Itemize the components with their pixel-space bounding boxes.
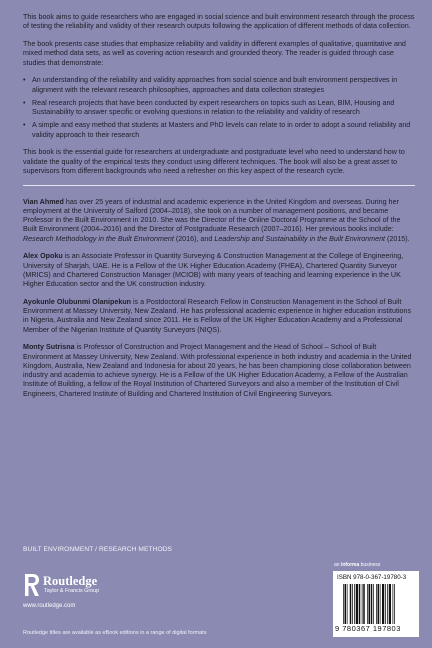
- publisher-subtitle: Taylor & Francis Group: [44, 588, 100, 594]
- barcode-bar: [380, 584, 381, 624]
- book-title: Leadership and Sustainability in the Built Environment: [214, 234, 386, 243]
- barcode-bar: [343, 584, 344, 624]
- barcode-bar: [363, 584, 365, 624]
- barcode-bars: [343, 584, 415, 624]
- barcode-digits: 9 780367 197803: [335, 624, 401, 633]
- blurb-bullet-list: [23, 76, 415, 140]
- barcode-bar: [382, 584, 384, 624]
- barcode-bar: [387, 584, 388, 624]
- barcode-bar: [367, 584, 368, 624]
- isbn-label: ISBN 978-0-367-19780-3: [337, 574, 407, 581]
- barcode-bar: [362, 584, 363, 624]
- barcode-bar: [345, 584, 347, 624]
- barcode-bar: [376, 584, 377, 624]
- isbn-barcode: [333, 571, 419, 637]
- bio-text: (2015).: [385, 234, 410, 243]
- bio-text: is an Associate Professor in Quantity Surveying & Construction Management at the College of Engineering, University of Sharjah, UAE. He is a Fellow of the UK Higher Education Academy (FHEA), Chartered Quantity Surveyor (MRICS) and Chartered Construction Manager (MCIOB) with many years of teaching and learning experience in the UK Higher Education sector and the UK construction industry.: [23, 252, 404, 288]
- barcode-bar: [352, 584, 353, 624]
- barcode-bar: [373, 584, 374, 624]
- author-name: Monty Sutrisna: [23, 343, 75, 352]
- barcode-bar: [354, 584, 355, 624]
- barcode-bar: [347, 584, 348, 624]
- subject-category: BUILT ENVIRONMENT / RESEARCH METHODS: [23, 546, 173, 553]
- bio-text: is a Postdoctoral Research Fellow in Construction Management in the School of Built Environment at Massey University, New Zealand. He has professional academic experience in higher education institutions in Nigeria, Australia and New Zealand since 2011. He is Fellow of the UK Higher Education Academy and a Professional Member of the Nigerian Institute of Quantity Surveyors (NIQS).: [23, 297, 412, 334]
- bio-text: has over 25 years of industrial and academic experience in the United Kingdom and overseas. During her employment at the University of Salford (2004–2018), she took on a number of management positions, and became Professor in the Built Environment in 2010. She was the Director of the Online Doctoral Programme at the School of the Built Environment (2004–2016) and the Director of Postgraduate Research (2007–2016). Her previous books include:: [23, 197, 401, 234]
- author-name: Vian Ahmed: [23, 197, 64, 206]
- barcode-bar: [359, 584, 361, 624]
- blurb-paragraph-3: This book is the essential guide for researchers at undergraduate and postgraduate level who need to understand how to validate the quality of the empirical tests they conduct using different techniques. The book will also be a great asset to supervisors from different backgrounds who need a refresher on this key aspect of the research cycle.: [23, 148, 405, 175]
- bio-monty-sutrisna: [23, 343, 415, 399]
- divider: [23, 185, 415, 186]
- author-name: Alex Opoku: [23, 252, 63, 261]
- barcode-bar: [394, 584, 395, 624]
- bullet-item: • A simple and easy method that students at Masters and PhD levels can relate to in order to adopt a sound reliability and validity approach to their research: [23, 121, 415, 140]
- barcode-bar: [356, 584, 358, 624]
- bio-text: is Professor of Construction and Project Management and the Head of School – School of Built Environment at Massey University, New Zealand. With professional experience in both industry and academia in the United Kingdom, Australia, New Zealand and Indonesia for about 20 years, he has been championing close collaboration between industry and academia to achieve synergy. He is a Fellow of the UK Higher Education Academy, a Fellow of the Australian Institute of Building, a fellow of the Royal Institution of Chartered Surveyors and also a member of the Institution of Civil Engineers, Chartered Institute of Building and Chartered Institution of Civil Engineering Surveyors.: [23, 343, 412, 398]
- barcode-bar: [393, 584, 394, 624]
- bio-ayokunle-olanipekun: [23, 298, 415, 335]
- informa-brand: informa: [340, 562, 360, 568]
- blurb-paragraph-2: The book presents case studies that emphasize reliability and validity in different examples of qualitative, quantitative and mixed method data sets, as well as covering action research and grounded theory. The reader is guided through case studies that demonstrate:: [23, 40, 406, 67]
- bullet-item: • An understanding of the reliability and validity approaches from social science and built environment perspectives in alignment with the relevant research philosophies, approaches and data collection strategies: [23, 76, 415, 95]
- informa-suffix: business: [359, 562, 381, 568]
- back-cover-text: [23, 13, 415, 407]
- informa-business-tag: [334, 562, 380, 568]
- barcode-bar: [350, 584, 352, 624]
- book-title: Research Methodology in the Built Environment: [23, 234, 174, 243]
- barcode-bar: [369, 584, 371, 624]
- barcode-bar: [378, 584, 380, 624]
- barcode-bar: [389, 584, 391, 624]
- barcode-bar: [385, 584, 386, 624]
- publisher-website: www.routledge.com: [23, 603, 76, 609]
- bullet-item: • Real research projects that have been conducted by expert researchers on topics such as Lean, BIM, Housing and Sustainability to answer specific or evolving questions in relation to the reliability and validity of research: [23, 99, 415, 118]
- bio-text: (2016), and: [173, 234, 215, 243]
- blurb-paragraph-1: This book aims to guide researchers who are engaged in social science and built environment research through the process of testing the reliability and validity of their research outputs following the application of different methods of data collection.: [23, 13, 415, 31]
- ebook-note: Routledge titles are available as eBook editions in a range of digital formats: [23, 630, 207, 636]
- author-name: Ayokunle Olubunmi Olanipekun: [23, 297, 132, 306]
- routledge-r-icon: [23, 573, 41, 597]
- barcode-bar: [371, 584, 373, 624]
- publisher-name: Routledge: [43, 574, 98, 588]
- informa-prefix: an: [334, 562, 341, 568]
- bio-vian-ahmed: [23, 198, 415, 244]
- bio-alex-opoku: [23, 252, 415, 289]
